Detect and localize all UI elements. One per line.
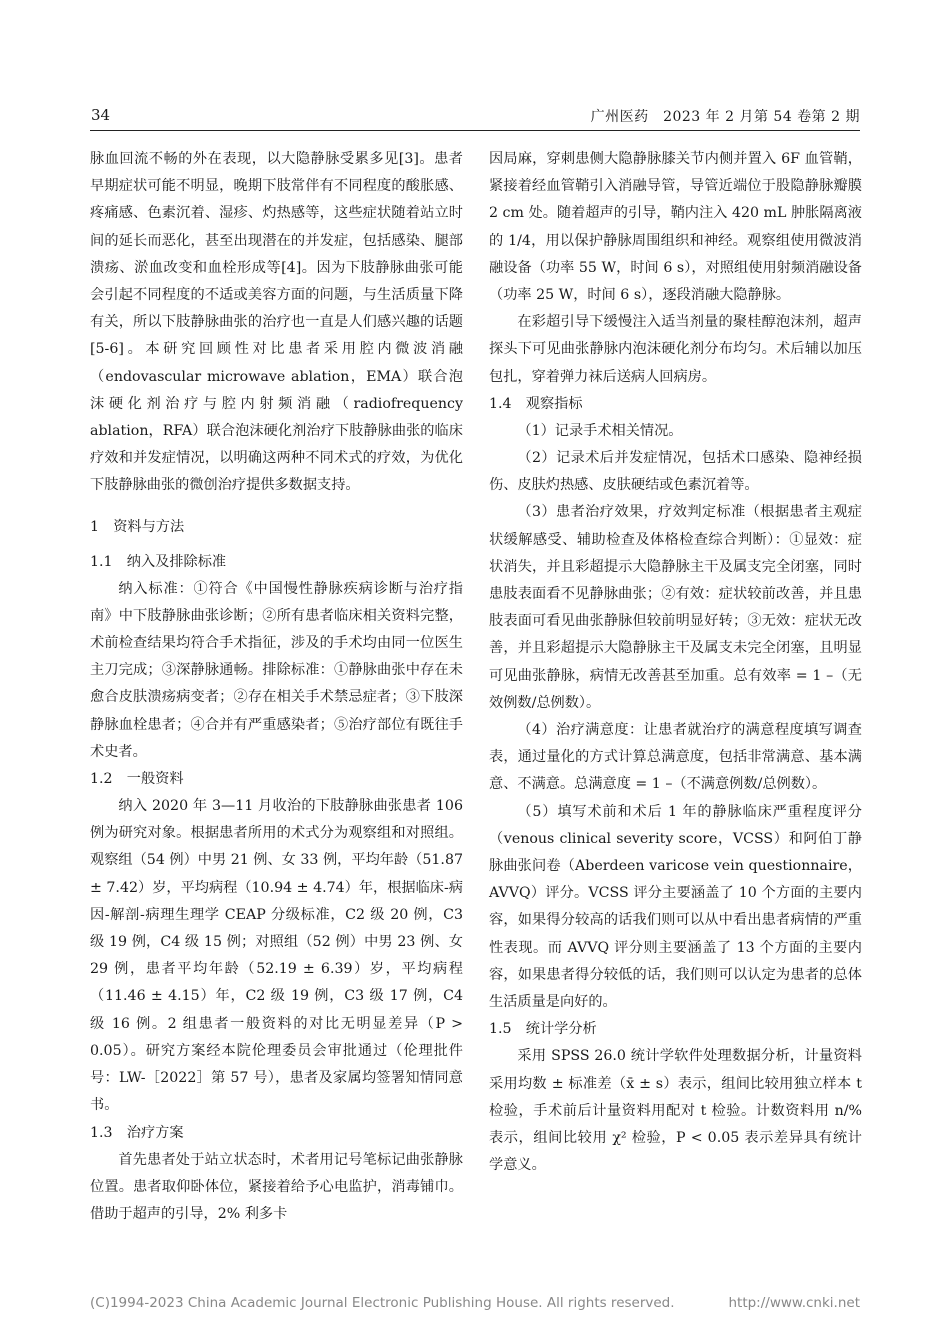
journal-header: 广州医药 2023 年 2 月第 54 卷第 2 期 [590, 109, 860, 125]
paragraph: 因局麻，穿刺患侧大隐静脉膝关节内侧并置入 6F 血管鞘，紧接着经血管鞘引入消融导管，导管近端位于股隐静脉瓣膜 2 cm 处。随着超声的引导，鞘内注入 420 mL 肿胀隔离液的 1/4，用以保护静脉周围组织和神经。观察组使用微波消融设备（功率 55 W，时间 6 s），对照组使用射频消融设备（功率 25 W，时间 6 s），逐段消融大隐静脉。 [489, 151, 862, 304]
page-number: 34 [91, 106, 111, 124]
cnki-link[interactable]: http://www.cnki.net [728, 1295, 860, 1311]
copyright-text: (C)1994-2023 China Academic Journal Electronic Publishing House. All rights reserved. [90, 1295, 675, 1311]
right-column [489, 146, 862, 1179]
paragraph: （2）记录术后并发症情况，包括术口感染、隐神经损伤、皮肤灼热感、皮肤硬结或色素沉着等。 [489, 450, 862, 494]
subsection-heading-1-3: 1.3 治疗方案 [90, 1124, 184, 1141]
paragraph: （4）治疗满意度：让患者就治疗的满意程度填写调查表，通过量化的方式计算总满意度，包括非常满意、基本满意、不满意。总满意度 = 1 –（不满意例数/总例数）。 [489, 722, 862, 793]
subsection-heading-1-4: 1.4 观察指标 [489, 395, 583, 412]
paragraph: 采用 SPSS 26.0 统计学软件处理数据分析，计量资料采用均数 ± 标准差（x̄ ± s）表示，组间比较用独立样本 t 检验，手术前后计量资料用配对 t 检验。计数资料用 n/% 表示，组间比较用 χ² 检验，P < 0.05 表示差异具有统计学意义。 [489, 1048, 862, 1174]
paragraph: （5）填写术前和术后 1 年的静脉临床严重程度评分（venous clinical severity score，VCSS）和阿伯丁静脉曲张问卷（Aberdeen varicose vein questionnaire，AVVQ）评分。VCSS 评分主要涵盖了 10 个方面的主要内容，如果得分较高的话我们则可以从中看出患者病情的严重性表现。而 AVVQ 评分则主要涵盖了 13 个方面的主要内容，如果患者得分较低的话，我们则可以认定为患者的总体生活质量是向好的。 [489, 803, 862, 1011]
paragraph: 在彩超引导下缓慢注入适当剂量的聚桂醇泡沫剂，超声探头下可见曲张静脉内泡沫硬化剂分布均匀。术后辅以加压包扎，穿着弹力袜后送病人回病房。 [489, 314, 862, 385]
subsection-heading-1-1: 1.1 纳入及排除标准 [90, 553, 227, 570]
paragraph: 脉血回流不畅的外在表现，以大隐静脉受累多见[3]。患者早期症状可能不明显，晚期下肢常伴有不同程度的酸胀感、疼痛感、色素沉着、湿疹、灼热感等，这些症状随着站立时间的延长而恶化，甚至出现潜在的并发症，包括感染、腿部溃疡、淤血改变和血栓形成等[4]。因为下肢静脉曲张可能会引起不同程度的不适或美容方面的问题，与生活质量下降有关，所以下肢静脉曲张的治疗也一直是人们感兴趣的话题[5-6]。本研究回顾性对比患者采用腔内微波消融（endovascular microwave ablation，EMA）联合泡沫硬化剂治疗与腔内射频消融（radiofrequency ablation，RFA）联合泡沫硬化剂治疗下肢静脉曲张的临床疗效和并发症情况，以明确这两种不同术式的疗效，为优化下肢静脉曲张的微创治疗提供多数据支持。 [90, 151, 463, 494]
subsection-heading-1-2: 1.2 一般资料 [90, 771, 184, 788]
footer [90, 1295, 860, 1311]
subsection-heading-1-5: 1.5 统计学分析 [489, 1021, 597, 1038]
left-column [90, 146, 463, 1228]
paragraph: 首先患者处于站立状态时，术者用记号笔标记曲张静脉位置。患者取仰卧体位，紧接着给予心电监护，消毒铺巾。借助于超声的引导，2% 利多卡 [90, 1151, 463, 1222]
paragraph: 纳入 2020 年 3—11 月收治的下肢静脉曲张患者 106 例为研究对象。根据患者所用的术式分为观察组和对照组。观察组（54 例）中男 21 例、女 33 例，平均年龄（51.87 ± 7.42）岁，平均病程（10.94 ± 4.74）年，根据临床-病因-解剖-病理生理学 CEAP 分级标准，C2 级 20 例，C3 级 19 例，C4 级 15 例；对照组（52 例）中男 23 例、女 29 例，患者平均年龄（52.19 ± 6.39）岁，平均病程（11.46 ± 4.15）年，C2 级 19 例，C3 级 17 例，C4 级 16 例。2 组患者一般资料的对比无明显差异（P > 0.05）。研究方案经本院伦理委员会审批通过（伦理批件号：LW-［2022］第 57 号），患者及家属均签署知情同意书。 [90, 798, 463, 1114]
paragraph: （1）记录手术相关情况。 [517, 422, 683, 439]
paragraph: 纳入标准：①符合《中国慢性静脉疾病诊断与治疗指南》中下肢静脉曲张诊断；②所有患者临床相关资料完整，术前检查结果均符合手术指征，涉及的手术均由同一位医生主刀完成；③深静脉通畅。排除标准：①静脉曲张中存在未愈合皮肤溃疡病变者；②存在相关手术禁忌症者；③下肢深静脉血栓患者；④合并有严重感染者；⑤治疗部位有既往手术史者。 [90, 580, 463, 760]
paragraph: （3）患者治疗效果，疗效判定标准（根据患者主观症状缓解感受、辅助检查及体格检查综合判断）：①显效：症状消失，并且彩超提示大隐静脉主干及属支完全闭塞，同时患肢表面看不见静脉曲张；②有效：症状较前改善，并且患肢表面可看见曲张静脉但较前明显好转；③无效：症状无改善，并且彩超提示大隐静脉主干及属支未完全闭塞，且明显可见曲张静脉，病情无改善甚至加重。总有效率 = 1 –（无效例数/总例数）。 [489, 504, 862, 711]
header-rule [90, 130, 860, 131]
section-heading-1: 1 资料与方法 [90, 518, 185, 535]
